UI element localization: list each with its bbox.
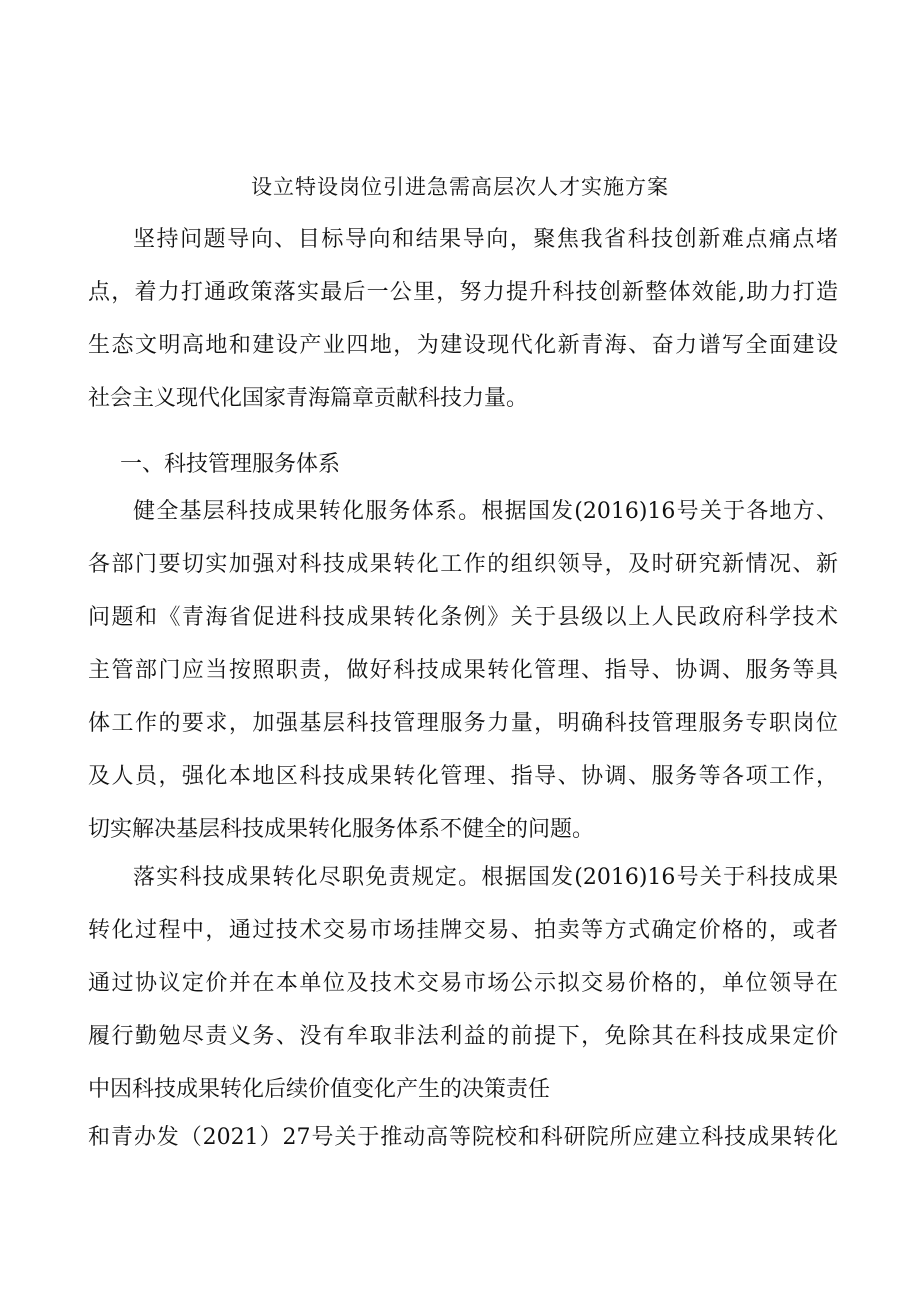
para2-line-4: 履行勤勉尽责义务、没有牟取非法利益的前提下，免除其在科技成果定价 (88, 1024, 838, 1049)
para2-line-5: 中因科技成果转化后续价值变化产生的决策责任 (88, 1077, 551, 1102)
para2-line-2: 转化过程中，通过技术交易市场挂牌交易、拍卖等方式确定价格的，或者 (88, 918, 838, 943)
intro-line-4: 社会主义现代化国家青海篇章贡献科技力量。 (88, 386, 529, 411)
document-title: 设立特设岗位引进急需高层次人才实施方案 (251, 175, 669, 199)
section-heading: 一、科技管理服务体系 (120, 452, 341, 477)
intro-line-3: 生态文明高地和建设产业四地，为建设现代化新青海、奋力谱写全面建设 (88, 333, 838, 358)
para1-line-7: 切实解决基层科技成果转化服务体系不健全的问题。 (88, 817, 595, 842)
intro-line-2: 点，着力打通政策落实最后一公里，努力提升科技创新整体效能,助力打造 (88, 280, 838, 305)
para1-line-4: 主管部门应当按照职责，做好科技成果转化管理、指导、协调、服务等具 (88, 658, 838, 683)
para1-line-3: 问题和《青海省促进科技成果转化条例》关于县级以上人民政府科学技术 (88, 605, 838, 630)
para1-line-2: 各部门要切实加强对科技成果转化工作的组织领导，及时研究新情况、新 (88, 552, 838, 577)
para1-line-5: 体工作的要求，加强基层科技管理服务力量，明确科技管理服务专职岗位 (88, 711, 838, 736)
para1-line-1: 健全基层科技成果转化服务体系。根据国发(2016)16号关于各地方、 (133, 499, 838, 524)
para1-line-6: 及人员，强化本地区科技成果转化管理、指导、协调、服务等各项工作， (88, 764, 838, 789)
para3-line-1: 和青办发（2021）27号关于推动高等院校和科研院所应建立科技成果转化 (88, 1125, 838, 1150)
para2-line-3: 通过协议定价并在本单位及技术交易市场公示拟交易价格的，单位领导在 (88, 971, 838, 996)
intro-line-1: 坚持问题导向、目标导向和结果导向，聚焦我省科技创新难点痛点堵 (133, 227, 838, 252)
para2-line-1: 落实科技成果转化尽职免责规定。根据国发(2016)16号关于科技成果 (133, 865, 838, 890)
